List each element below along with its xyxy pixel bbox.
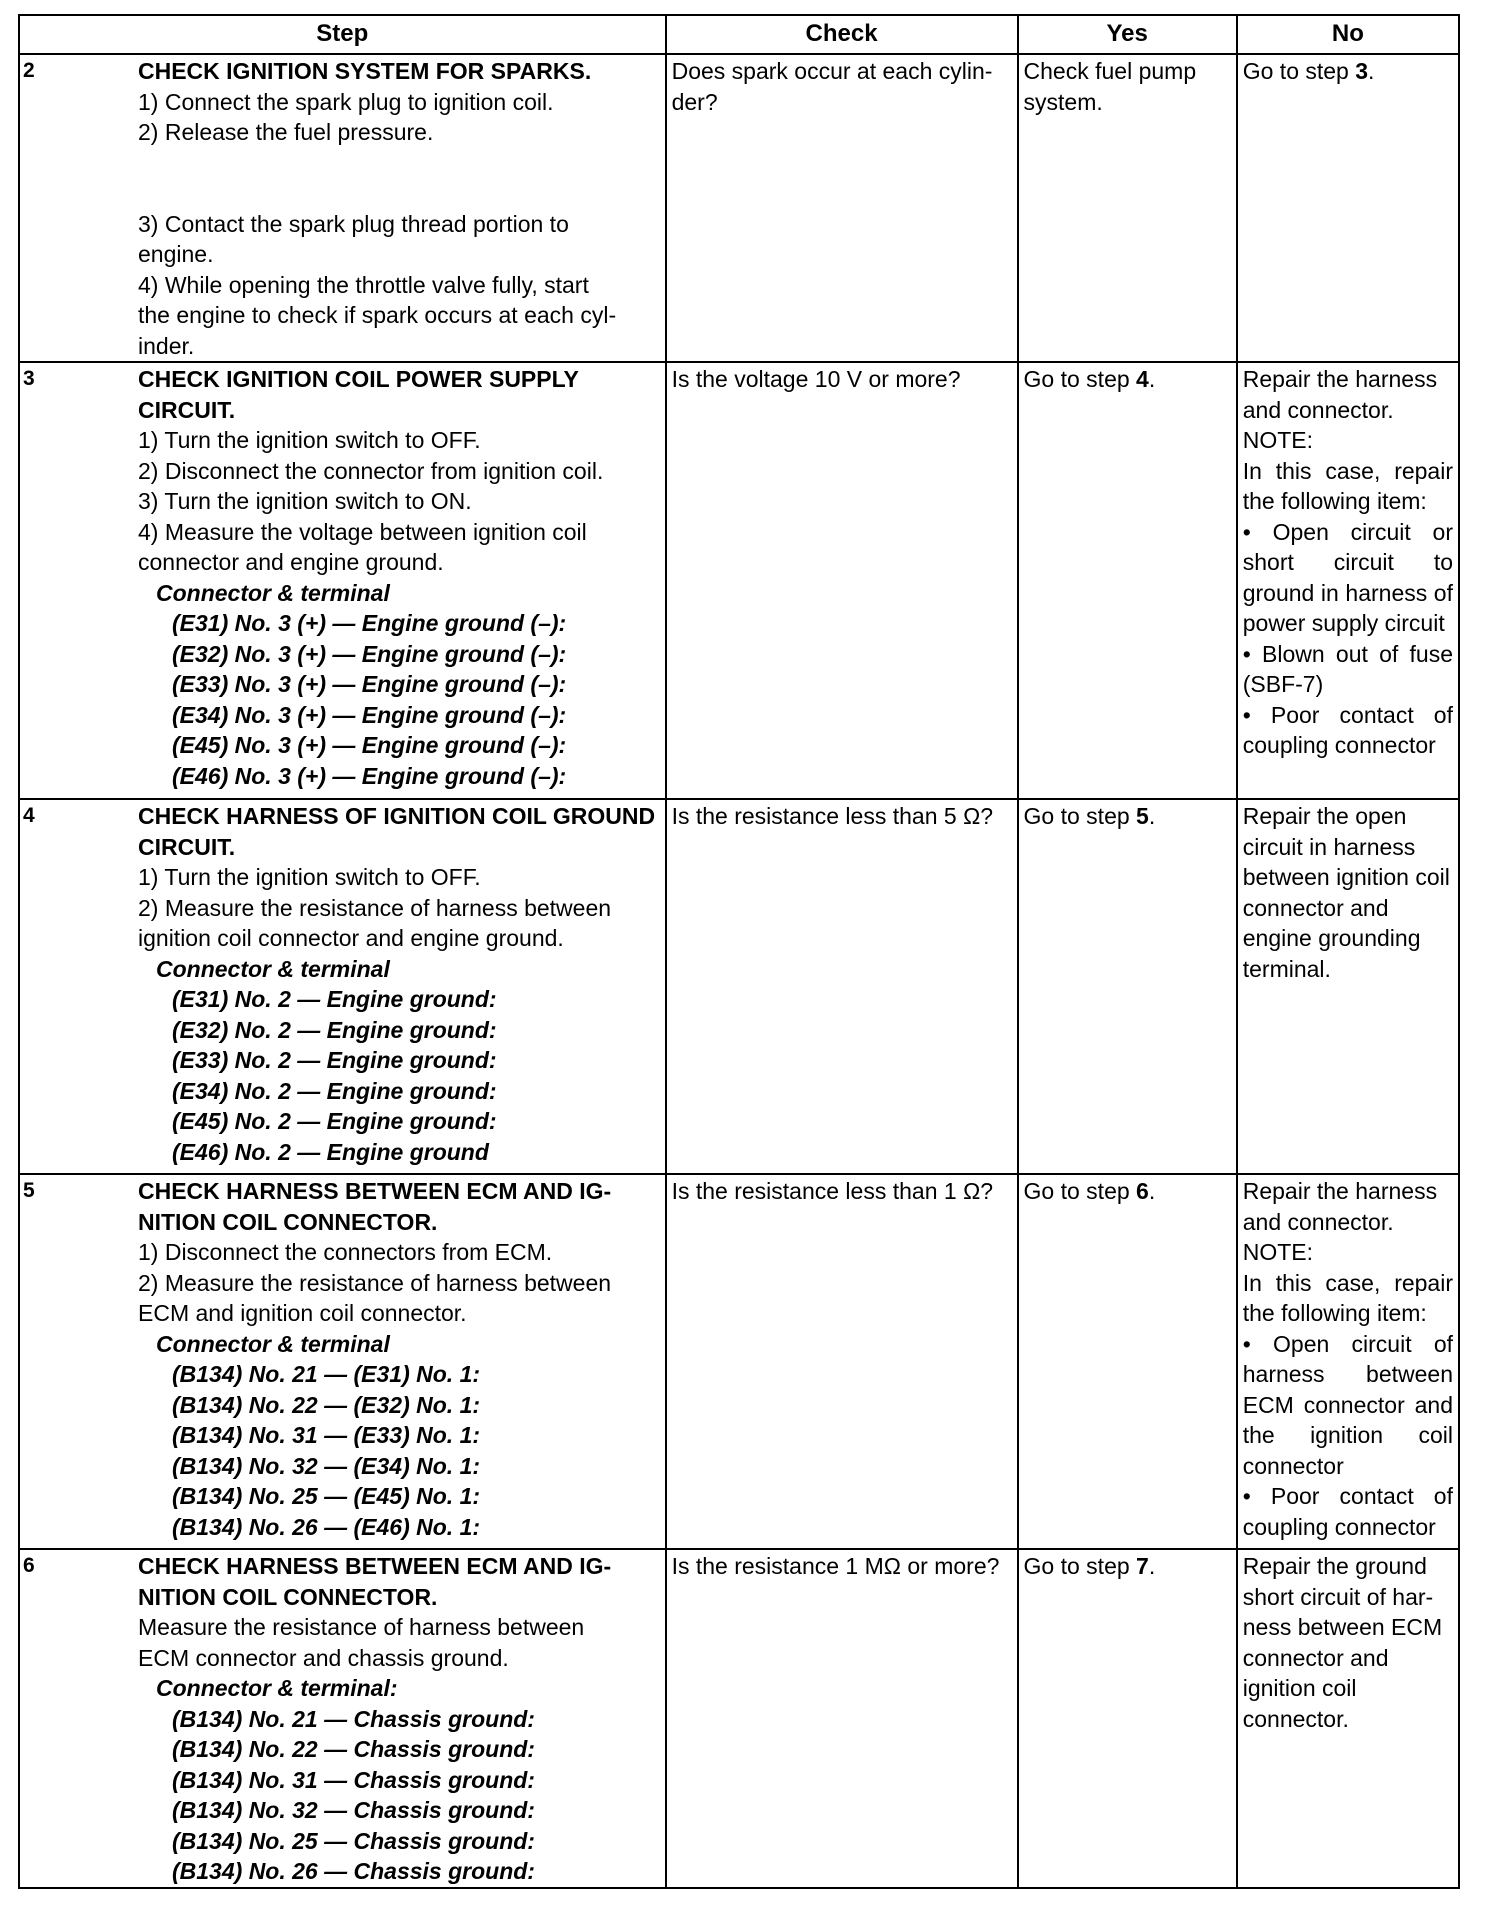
table-row [19,799,1459,1174]
yes-text-suffix: . [1148,1553,1156,1579]
terminal-spec: (E45) No. 2 — Engine ground: [172,1108,497,1134]
terminal-spec: (E33) No. 2 — Engine ground: [172,1047,497,1073]
note-item: • Open circuit or short circuit to ground in harness of power supply circuit [1242,518,1453,636]
yes-text-suffix: . [1148,366,1156,392]
no-text: Go to step [1242,58,1356,84]
step-line: 1) Turn the ignition switch to OFF. [138,427,481,453]
no-text: Repair the harness and connector. [1242,366,1438,423]
terminal-spec: (E31) No. 3 (+) — Engine ground (–): [172,610,567,636]
terminal-spec: (B134) No. 22 — Chassis ground: [172,1736,535,1762]
step-line: 1) Connect the spark plug to ignition coil. [138,88,554,115]
note-text: In this case, repair the following item: [1242,1269,1453,1326]
connector-terminal-heading: Connector & terminal [156,955,390,982]
step-line: 2) Measure the resistance of harness between [138,1269,612,1296]
terminal-spec: (B134) No. 31 — Chassis ground: [172,1766,535,1793]
note-item: • Poor contact of coupling connector [1242,1483,1453,1540]
step-line: 2) Measure the resistance of harness between [138,894,612,921]
step-title: CHECK HARNESS BETWEEN ECM AND IG-NITION COIL CONNECTOR. [138,1178,612,1235]
step-title: CHECK IGNITION COIL POWER SUPPLY CIRCUIT. [138,366,579,423]
header-step: Step [19,15,666,54]
terminal-spec: (E31) No. 2 — Engine ground: [172,986,497,1012]
yes-text: Go to step [1023,803,1137,829]
terminal-spec: (B134) No. 21 — (E31) No. 1: [172,1361,481,1387]
step-line: 4) Measure the voltage between ignition coil [138,518,587,545]
diagnostic-table [18,14,1460,1889]
yes-text: Go to step [1023,366,1137,392]
yes-text: Go to step [1023,1553,1137,1579]
note-label: NOTE: [1242,1239,1314,1265]
terminal-spec: (E32) No. 2 — Engine ground: [172,1016,497,1043]
step-line: 3) Contact the spark plug thread portion to [138,210,569,237]
step-number: 2 [23,59,35,82]
note-text: In this case, repair the following item: [1242,457,1453,514]
step-cell [19,1174,666,1549]
table-row [19,1549,1459,1888]
yes-cell: Check fuel pump system. [1018,54,1237,362]
note-item: • Poor contact of coupling connector [1242,701,1453,758]
no-text: Repair the harness and connector. [1242,1178,1438,1235]
step-reference: 6 [1136,1178,1149,1204]
step-line: ignition coil connector and engine ground. [138,925,564,951]
no-cell [1237,54,1459,362]
note-label: NOTE: [1242,427,1314,453]
table-row [19,1174,1459,1549]
terminal-spec: (B134) No. 26 — (E46) No. 1: [172,1513,481,1540]
terminal-spec: (B134) No. 25 — Chassis ground: [172,1827,535,1854]
connector-terminal-heading: Connector & terminal: [156,1675,398,1701]
step-cell [19,54,666,362]
yes-cell [1018,1174,1237,1549]
yes-cell [1018,799,1237,1174]
step-reference: 3 [1355,58,1369,84]
yes-text-suffix: . [1148,1178,1156,1204]
check-cell: Does spark occur at each cylin-der? [666,54,1018,362]
step-cell [19,1549,666,1888]
step-number: 4 [23,804,35,827]
step-line: ECM connector and chassis ground. [138,1644,509,1671]
check-cell: Is the resistance 1 MΩ or more? [666,1549,1018,1888]
header-check: Check [666,15,1018,54]
terminal-spec: (B134) No. 26 — Chassis ground: [172,1858,535,1884]
no-text-suffix: . [1368,58,1375,84]
header-row [19,15,1459,54]
terminal-spec: (B134) No. 21 — Chassis ground: [172,1705,535,1732]
note-item: • Blown out of fuse (SBF-7) [1242,640,1453,697]
no-cell [1237,1174,1459,1549]
terminal-spec: (B134) No. 32 — Chassis ground: [172,1797,535,1823]
step-title: CHECK HARNESS BETWEEN ECM AND IG-NITION COIL CONNECTOR. [138,1553,612,1610]
terminal-spec: (B134) No. 25 — (E45) No. 1: [172,1483,481,1509]
table-row [19,362,1459,799]
step-line: inder. [138,332,195,359]
check-cell: Is the voltage 10 V or more? [666,362,1018,799]
step-number: 3 [23,367,35,390]
step-line: 1) Disconnect the connectors from ECM. [138,1239,553,1265]
step-line: 1) Turn the ignition switch to OFF. [138,864,481,890]
yes-cell [1018,362,1237,799]
table-row [19,54,1459,362]
step-line: 3) Turn the ignition switch to ON. [138,488,472,514]
step-number: 5 [23,1179,35,1202]
step-cell [19,362,666,799]
terminal-spec: (B134) No. 31 — (E33) No. 1: [172,1422,481,1448]
terminal-spec: (E34) No. 3 (+) — Engine ground (–): [172,701,567,728]
step-cell [19,799,666,1174]
connector-terminal-heading: Connector & terminal [156,579,390,606]
step-title: CHECK HARNESS OF IGNITION COIL GROUND CIRCUIT. [138,803,656,860]
check-cell: Is the resistance less than 5 Ω? [666,799,1018,1174]
connector-terminal-heading: Connector & terminal [156,1330,390,1357]
yes-text: Go to step [1023,1178,1137,1204]
step-number: 6 [23,1554,35,1577]
yes-cell [1018,1549,1237,1888]
header-no: No [1237,15,1459,54]
step-title: CHECK IGNITION SYSTEM FOR SPARKS. [138,58,592,84]
step-line: 2) Release the fuel pressure. [138,119,434,145]
check-cell: Is the resistance less than 1 Ω? [666,1174,1018,1549]
step-line: 2) Disconnect the connector from ignition coil. [138,457,604,484]
step-reference: 4 [1136,366,1149,392]
yes-text-suffix: . [1148,803,1156,829]
terminal-spec: (E34) No. 2 — Engine ground: [172,1077,497,1104]
step-reference: 5 [1136,803,1149,829]
terminal-spec: (E45) No. 3 (+) — Engine ground (–): [172,732,567,758]
step-line: 4) While opening the throttle valve fully, start [138,271,589,298]
no-cell: Repair the open circuit in harness between ignition coil connector and engine grounding terminal. [1237,799,1459,1174]
terminal-spec: (E32) No. 3 (+) — Engine ground (–): [172,640,567,667]
terminal-spec: (B134) No. 22 — (E32) No. 1: [172,1391,481,1418]
step-line: connector and engine ground. [138,549,444,575]
step-line: Measure the resistance of harness between [138,1614,585,1640]
step-line: engine. [138,241,214,267]
step-line: ECM and ignition coil connector. [138,1300,467,1326]
no-cell: Repair the ground short circuit of har-ness between ECM connector and ignition coil connector. [1237,1549,1459,1888]
terminal-spec: (E46) No. 2 — Engine ground [172,1138,489,1165]
note-item: • Open circuit of harness between ECM connector and the ignition coil connector [1242,1330,1453,1479]
terminal-spec: (E46) No. 3 (+) — Engine ground (–): [172,762,567,789]
terminal-spec: (B134) No. 32 — (E34) No. 1: [172,1452,481,1479]
header-yes: Yes [1018,15,1237,54]
terminal-spec: (E33) No. 3 (+) — Engine ground (–): [172,671,567,697]
step-line: the engine to check if spark occurs at each cyl- [138,302,617,328]
step-reference: 7 [1136,1553,1149,1579]
no-cell [1237,362,1459,799]
